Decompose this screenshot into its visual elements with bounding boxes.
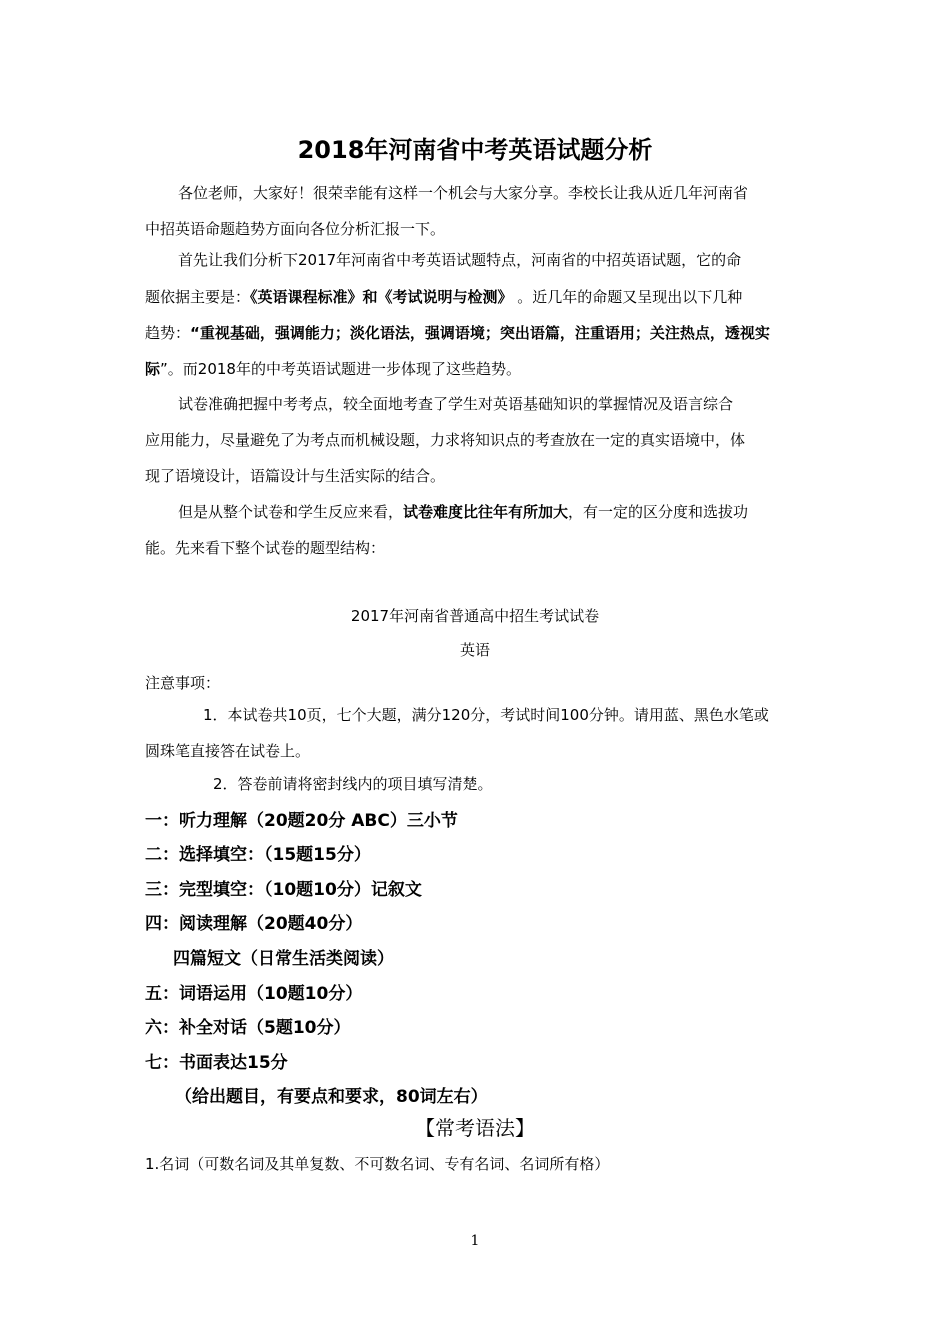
section-6: 六：补全对话（5题10分） (145, 1018, 351, 1038)
note-2: 2．答卷前请将密封线内的项目填写清楚。 (213, 775, 493, 793)
paragraph-4-line-1-tail: ，有一定的区分度和选拔功 (568, 503, 749, 521)
paragraph-2-line-3 (145, 315, 770, 351)
paragraph-2-line-2-text: 题依据主要是： (145, 288, 251, 306)
paragraph-2-line-1: 首先让我们分析下2017年河南省中考英语试题特点，河南省的中招英语试题，它的命 (178, 251, 742, 269)
section-5: 五：词语运用（10题10分） (145, 984, 363, 1004)
section-4-note: 四篇短文（日常生活类阅读） (173, 949, 394, 969)
grammar-item-1: 1.名词（可数名词及其单复数、不可数名词、专有名词、名词所有格） (145, 1155, 610, 1173)
paragraph-1-line-1: 各位老师，大家好！很荣幸能有这样一个机会与大家分享。李校长让我从近几年河南省 (178, 184, 749, 202)
section-3: 三：完型填空：（10题10分）记叙文 (145, 880, 422, 900)
section-2: 二：选择填空：（15题15分） (145, 845, 371, 865)
note-1-line-2: 圆珠笔直接答在试卷上。 (145, 742, 311, 760)
paragraph-2-line-2 (145, 279, 742, 315)
section-4: 四：阅读理解（20题40分） (145, 914, 363, 934)
paragraph-2-bold-trends-end: 际 (145, 360, 161, 378)
paragraph-2-bold-standards: 《英语课程标准》和《考试说明与检测》 (250, 288, 513, 306)
paragraph-4-bold-difficulty: 试卷难度比往年有所加大 (403, 503, 569, 521)
page-number: 1 (470, 1233, 480, 1249)
exam-subject: 英语 (459, 641, 490, 659)
document-title: 2018年河南省中考英语试题分析 (297, 136, 653, 164)
note-1-line-1: 1．本试卷共10页，七个大题，满分120分，考试时间100分钟。请用蓝、黑色水笔或 (203, 706, 769, 724)
paragraph-2-line-4 (145, 351, 521, 387)
paragraph-2-bold-trends: “重视基础，强调能力；淡化语法，强调语境；突出语篇，注重语用；关注热点，透视实 (190, 324, 770, 342)
exam-heading: 2017年河南省普通高中招生考试试卷 (350, 607, 600, 625)
paragraph-2-line-4-text: ”。而2018年的中考英语试题进一步体现了这些趋势。 (160, 360, 521, 378)
paragraph-3-line-3: 现了语境设计，语篇设计与生活实际的结合。 (145, 467, 446, 485)
paragraph-4-line-1-text: 但是从整个试卷和学生反应来看， (178, 503, 404, 521)
paragraph-4-line-2: 能。先来看下整个试卷的题型结构： (145, 539, 386, 557)
paragraph-4-line-1 (178, 494, 748, 530)
paragraph-2-line-3-text: 趋势： (145, 324, 191, 342)
paragraph-2-line-2-tail: 。近几年的命题又呈现出以下几种 (512, 288, 743, 306)
section-1: 一：听力理解（20题20分 ABC）三小节 (145, 811, 458, 831)
notes-label: 注意事项： (145, 674, 221, 692)
section-7: 七：书面表达15分 (145, 1053, 288, 1073)
paragraph-3-line-1: 试卷准确把握中考考点，较全面地考查了学生对英语基础知识的掌握情况及语言综合 (178, 395, 734, 413)
grammar-heading: 【常考语法】 (415, 1116, 535, 1140)
paragraph-3-line-2: 应用能力，尽量避免了为考点而机械设题，力求将知识点的考查放在一定的真实语境中，体 (145, 431, 746, 449)
paragraph-1-line-2: 中招英语命题趋势方面向各位分析汇报一下。 (145, 220, 446, 238)
section-7-note: （给出题目，有要点和要求，80词左右） (175, 1087, 488, 1107)
